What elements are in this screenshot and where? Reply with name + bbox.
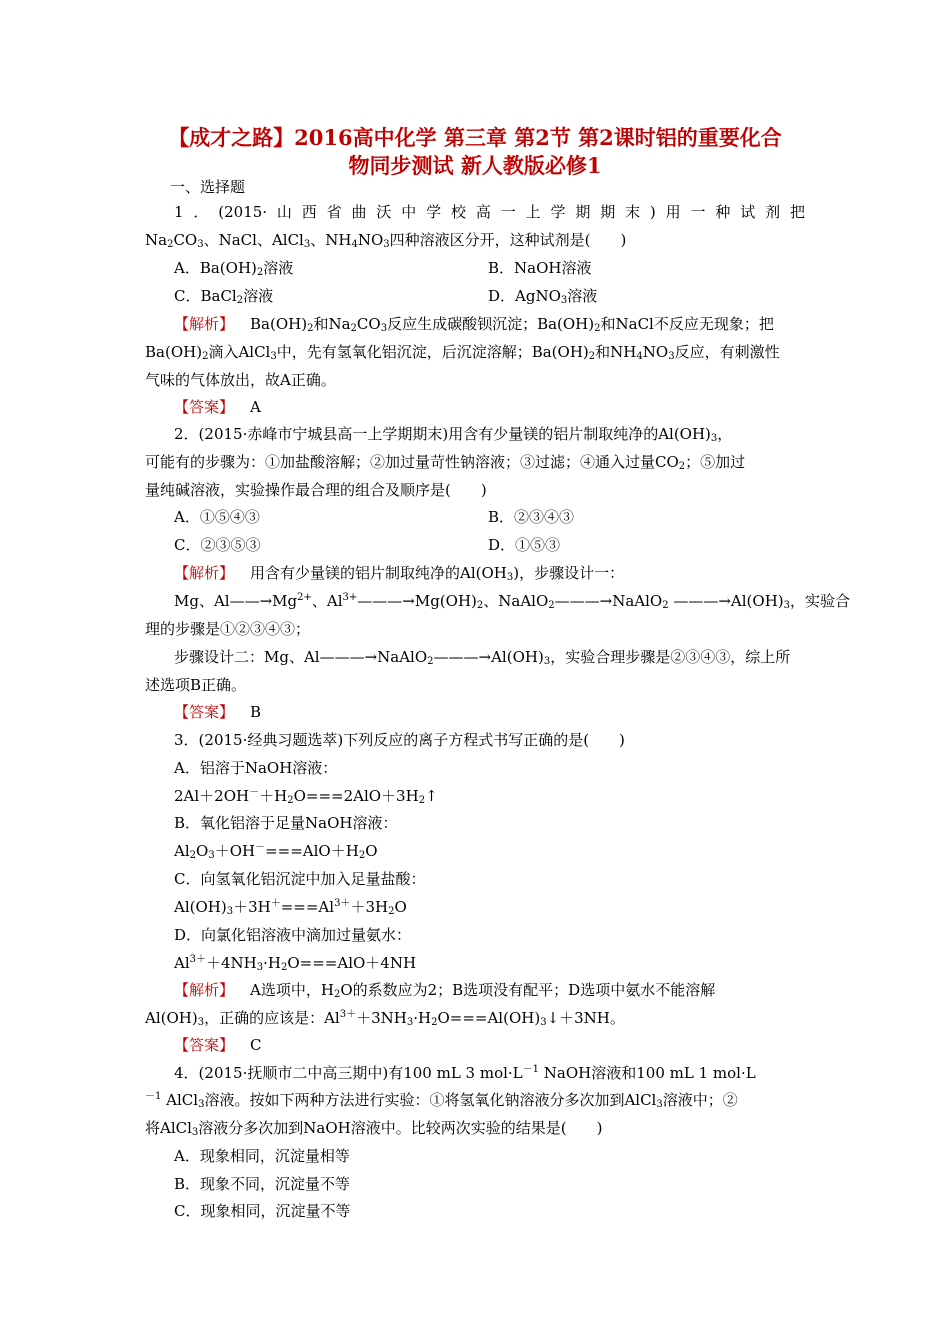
- q4-stem-line-3: 将AlCl$_3$溶液分多次加到NaOH溶液中。比较两次实验的结果是( ): [145, 1119, 603, 1138]
- q2-option-b: B．②③④③: [488, 508, 575, 526]
- q2-option-c: C．②③⑤③: [174, 536, 261, 554]
- q3-analysis-text-1: A选项中，$H_2O$的系数应为2；B选项没有配平；D选项中氨水不能溶解: [250, 981, 716, 1000]
- q2-stem-line-2: 可能有的步骤为：①加盐酸溶解；②加过量苛性钠溶液；③过滤；④通入过量$CO_2$；⑤加过: [145, 453, 746, 472]
- document-title: [100, 124, 850, 180]
- q3-option-a: A．铝溶于NaOH溶液：: [174, 759, 338, 777]
- q2-stem-line-1: 2．(2015·赤峰市宁城县高一上学期期末)用含有少量镁的铝片制取纯净的$Al(OH)_3$，: [174, 425, 733, 444]
- analysis-tag: 【解析】: [174, 564, 235, 582]
- q1-analysis-line-1: [174, 314, 834, 336]
- q4-option-b: B．现象不同，沉淀量不等: [174, 1175, 351, 1193]
- q2-stem-line-3: 量纯碱溶液，实验操作最合理的组合及顺序是( ): [145, 481, 487, 499]
- q2-analysis-line-5: 述选项B正确。: [145, 676, 247, 694]
- q3-option-d: D．向氯化铝溶液中滴加过量氨水：: [174, 926, 412, 944]
- q4-stem-line-2: $^{-1}$ AlCl$_3$溶液。按如下两种方法进行实验：①将氢氧化钠溶液分多次加到AlCl$_3$溶液中；②: [145, 1091, 738, 1110]
- q1-stem-line-1: 1．(2015·山西省曲沃中学校高一上学期期末)用一种试剂把: [174, 203, 805, 221]
- q2-analysis-text-1: 用含有少量镁的铝片制取纯净的$Al(OH_3)$，步骤设计一：: [250, 564, 625, 583]
- q1-analysis-text-1: $Ba(OH)_2$和$Na_2CO_3$反应生成碳酸钡沉淀；$Ba(OH)_2$和NaCl不反应无现象；把: [250, 315, 774, 334]
- q2-answer: B: [250, 703, 262, 721]
- answer-tag: 【答案】: [174, 703, 235, 721]
- q3-analysis-line-1: [174, 980, 834, 1002]
- title-line-1: 【成才之路】2016高中化学 第三章 第2节 第2课时铝的重要化合: [168, 125, 782, 150]
- q1-option-c: C．BaCl$_2$溶液: [174, 287, 274, 306]
- answer-tag: 【答案】: [174, 1036, 235, 1054]
- q2-analysis-line-3: 理的步骤是①②③④③；: [145, 620, 311, 638]
- q1-option-b: B．NaOH溶液: [488, 259, 592, 277]
- q3-equation-a: $2Al+2OH^-+H_2O===2AlO+3H_2↑$: [174, 787, 438, 806]
- q3-option-c: C．向氢氧化铝沉淀中加入足量盐酸：: [174, 870, 426, 888]
- q4-option-a: A．现象相同，沉淀量相等: [174, 1147, 350, 1165]
- q3-answer-line: [174, 1035, 834, 1057]
- q2-analysis-line-4: 步骤设计二：Mg、$Al———\to NaAlO_2———\to Al(OH)_3$，实验合理步骤是②③④③，综上所: [174, 648, 791, 667]
- q4-stem-line-1: 4．(2015·抚顺市二中高三期中)有100 mL 3 $mol\cdot L^{-1}$ NaOH溶液和100 mL 1 mol·L: [174, 1064, 756, 1082]
- q2-option-d: D．①⑤③: [488, 536, 561, 554]
- q1-analysis-line-3: 气味的气体放出，故A正确。: [145, 371, 336, 389]
- q1-option-a: A．$Ba(OH)_2$溶液: [174, 259, 294, 278]
- q3-equation-b: $Al_2O_3+OH^-===AlO+H_2O$: [174, 842, 378, 861]
- analysis-tag: 【解析】: [174, 315, 235, 333]
- q3-option-b: B．氧化铝溶于足量NaOH溶液：: [174, 814, 398, 832]
- q3-equation-d: $Al^{3+}+4NH_3\cdot H_2O===AlO+4NH$: [174, 954, 417, 973]
- title-line-2: 物同步测试 新人教版必修1: [348, 153, 602, 178]
- q1-option-d: D．AgNO$_3$溶液: [488, 287, 598, 306]
- section-heading: 一、选择题: [170, 178, 246, 196]
- q2-option-a: A．①⑤④③: [174, 508, 260, 526]
- q1-stem-line-2: $Na_2CO_3$、NaCl、AlCl$_3$、$NH_4NO_3$四种溶液区分开，这种试剂是( ): [145, 231, 627, 250]
- q2-analysis-line-1: [174, 563, 834, 585]
- q2-analysis-line-2: Mg、$Al——\to Mg^{2+}$、$Al^{3+}———\to Mg(OH)_2$、NaAlO$_2$———→NaAlO$_2$ $———\to Al(OH)_3$，实验合: [174, 592, 851, 611]
- q3-analysis-line-2: $Al(OH)_3$，正确的应该是：$Al^{3+}+3NH_3\cdot H_2O===Al(OH)_3↓+3NH$。: [145, 1009, 625, 1028]
- q1-analysis-line-2: $Ba(OH)_2$滴入AlCl$_3$中，先有氢氧化铝沉淀，后沉淀溶解；$Ba(OH)_2$和$NH_4NO_3$反应，有刺激性: [145, 343, 780, 362]
- q3-equation-c: $Al(OH)_3+3H^+===Al^{3+}+3H_2O$: [174, 898, 407, 917]
- q1-answer-line: [174, 397, 834, 419]
- q4-option-c: C．现象相同，沉淀量不等: [174, 1202, 351, 1220]
- q1-answer: A: [250, 398, 261, 416]
- q3-answer: C: [250, 1036, 262, 1054]
- analysis-tag: 【解析】: [174, 981, 235, 999]
- q3-stem-line-1: 3．(2015·经典习题选萃)下列反应的离子方程式书写正确的是( ): [174, 731, 625, 749]
- q2-answer-line: [174, 702, 834, 724]
- answer-tag: 【答案】: [174, 398, 235, 416]
